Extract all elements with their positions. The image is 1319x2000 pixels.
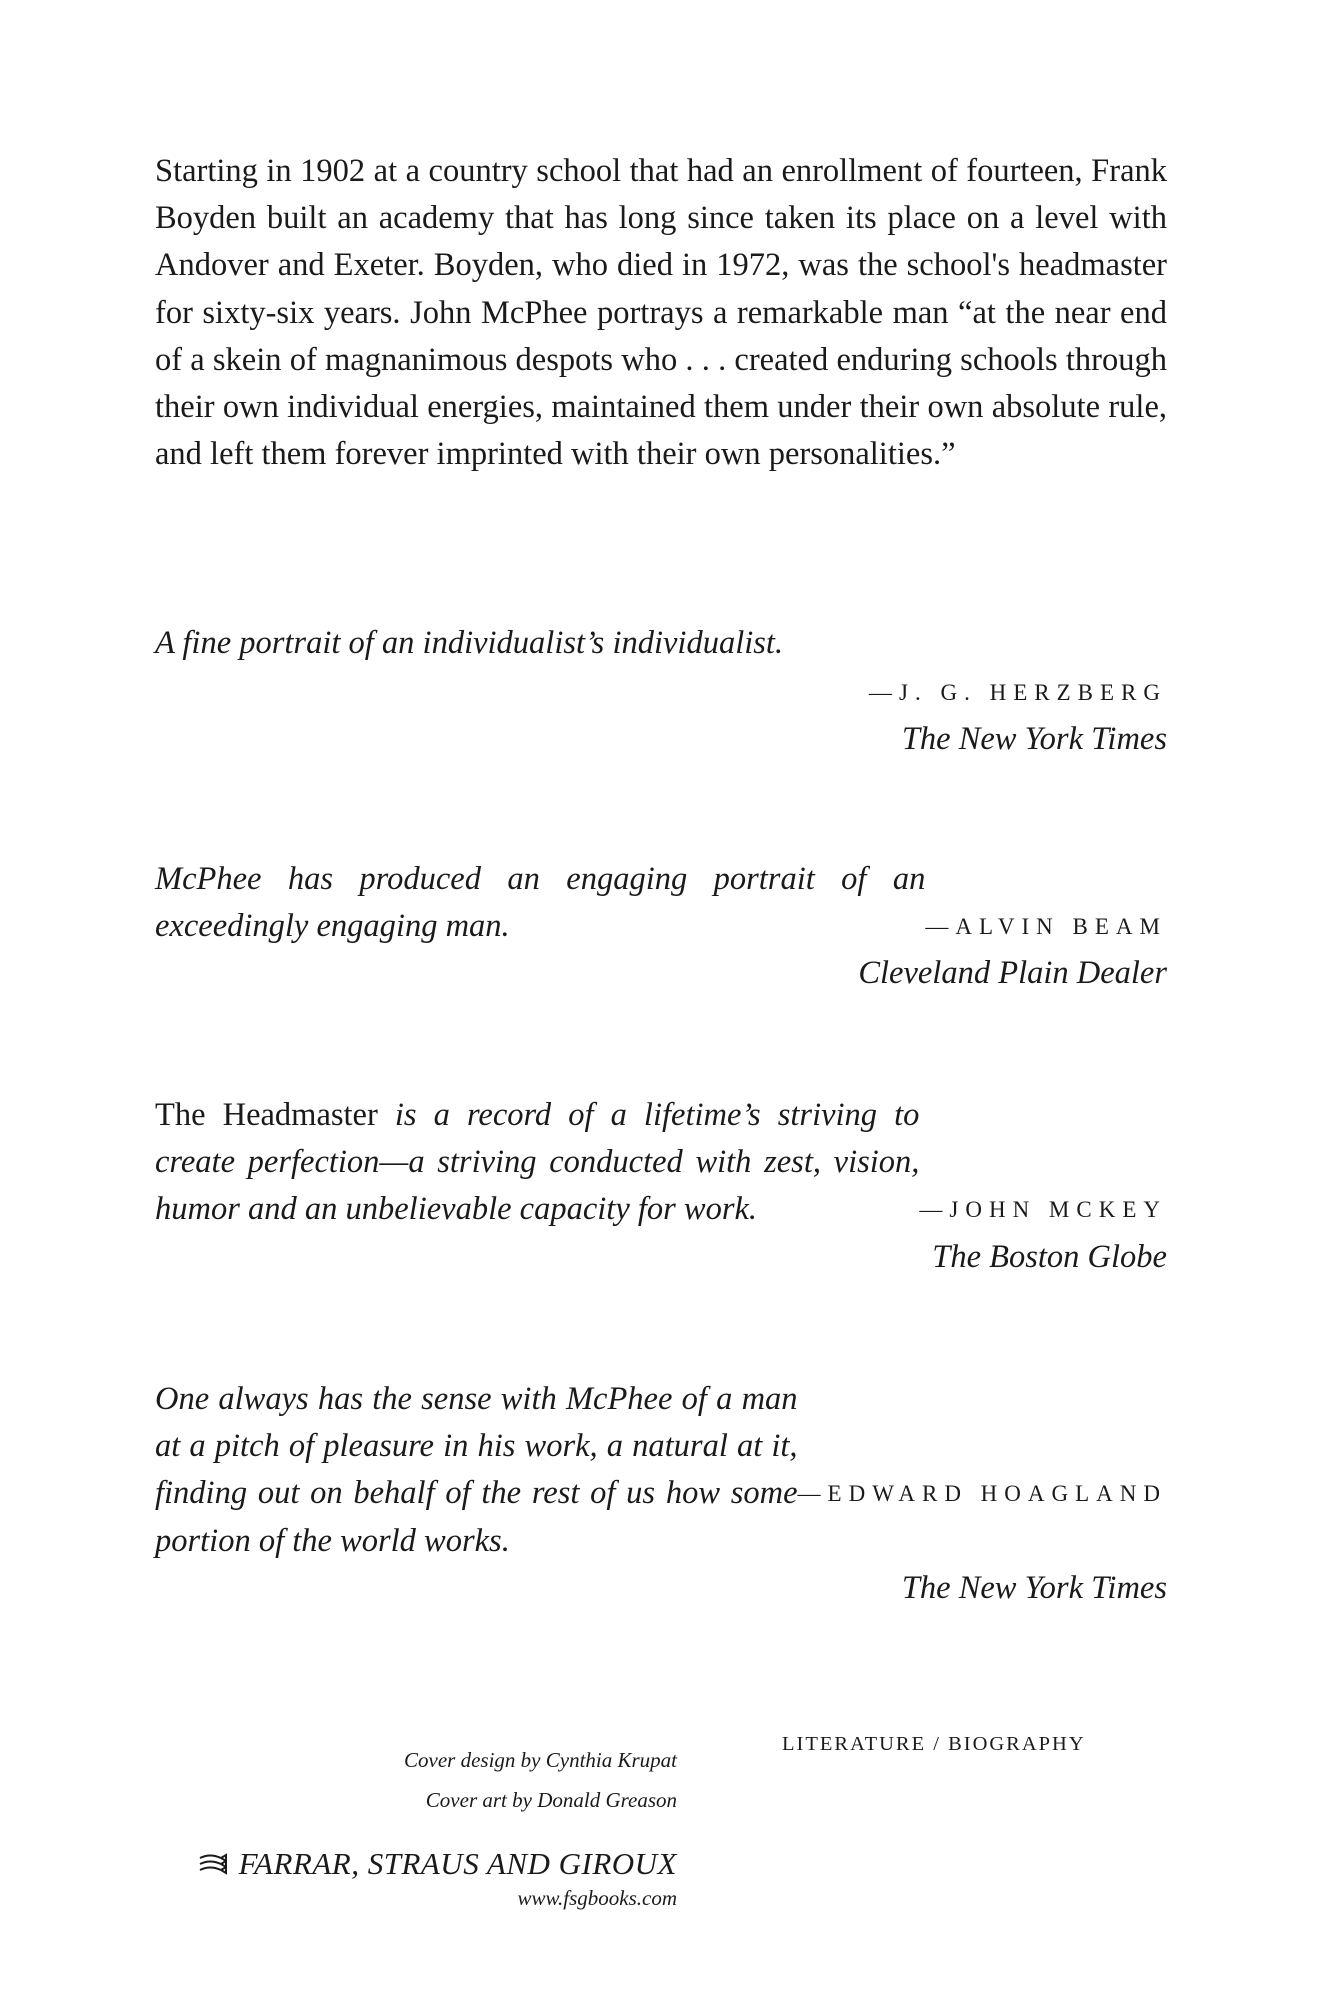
category-label: LITERATURE / BIOGRAPHY (782, 1733, 1086, 1755)
quote-3-publication: The Boston Globe (932, 1238, 1167, 1275)
cover-design-credit: Cover design by Cynthia Krupat (404, 1748, 677, 1772)
quote-3-author: —JOHN MCKEY (919, 1197, 1167, 1223)
quote-2-author: —ALVIN BEAM (925, 914, 1167, 940)
publisher-name: FARRAR, STRAUS AND GIROUX (238, 1846, 677, 1881)
quote-2-publication: Cleveland Plain Dealer (858, 955, 1167, 992)
quote-1-text: A fine portrait of an individualist’s individualist. (155, 625, 784, 661)
publisher-url[interactable]: www.fsgbooks.com (517, 1886, 677, 1910)
cover-art-credit: Cover art by Donald Greason (425, 1788, 677, 1812)
quote-4 (155, 1376, 1167, 1612)
quote-4-publication: The New York Times (901, 1569, 1167, 1606)
cover-credits (404, 1740, 677, 1820)
intro-paragraph: Starting in 1902 at a country school that had an enrollment of fourteen, Frank Boyden built an academy that has long since taken its place on a level with Andover and Exeter. Boyden, who died in 1972, was the school's headmaster for sixty-six years. John McPhee portrays a remarkable man “at the near end of a skein of magnanimous despots who . . . created enduring schools through their own individual energies, maintained them under their own absolute rule, and left them forever imprinted with their own personalities.” (155, 153, 1167, 473)
quote-1-publication: The New York Times (901, 721, 1167, 758)
quote-1 (155, 620, 1167, 764)
quote-3-text: is a record of a lifetime’s striving to create perfection—a striving conducted with zest, vision, humor and an unbelievable capacity for work. (155, 1097, 920, 1228)
quote-3 (155, 1092, 1167, 1281)
quote-2-text: McPhee has produced an engaging portrait of an exceedingly engaging man. (155, 861, 926, 945)
fsg-fish-logo-icon (197, 1852, 229, 1876)
quote-2 (155, 856, 1167, 998)
quote-3-book-title: The Headmaster (155, 1097, 378, 1133)
quote-4-author: —EDWARD HOAGLAND (797, 1481, 1167, 1507)
quote-4-text: One always has the sense with McPhee of a man at a pitch of pleasure in his work, a natural at it, finding out on behalf of the rest of us how some portion of the world works. (155, 1381, 798, 1559)
quote-1-author: —J. G. HERZBERG (869, 680, 1167, 706)
publisher-block (197, 1845, 677, 1913)
